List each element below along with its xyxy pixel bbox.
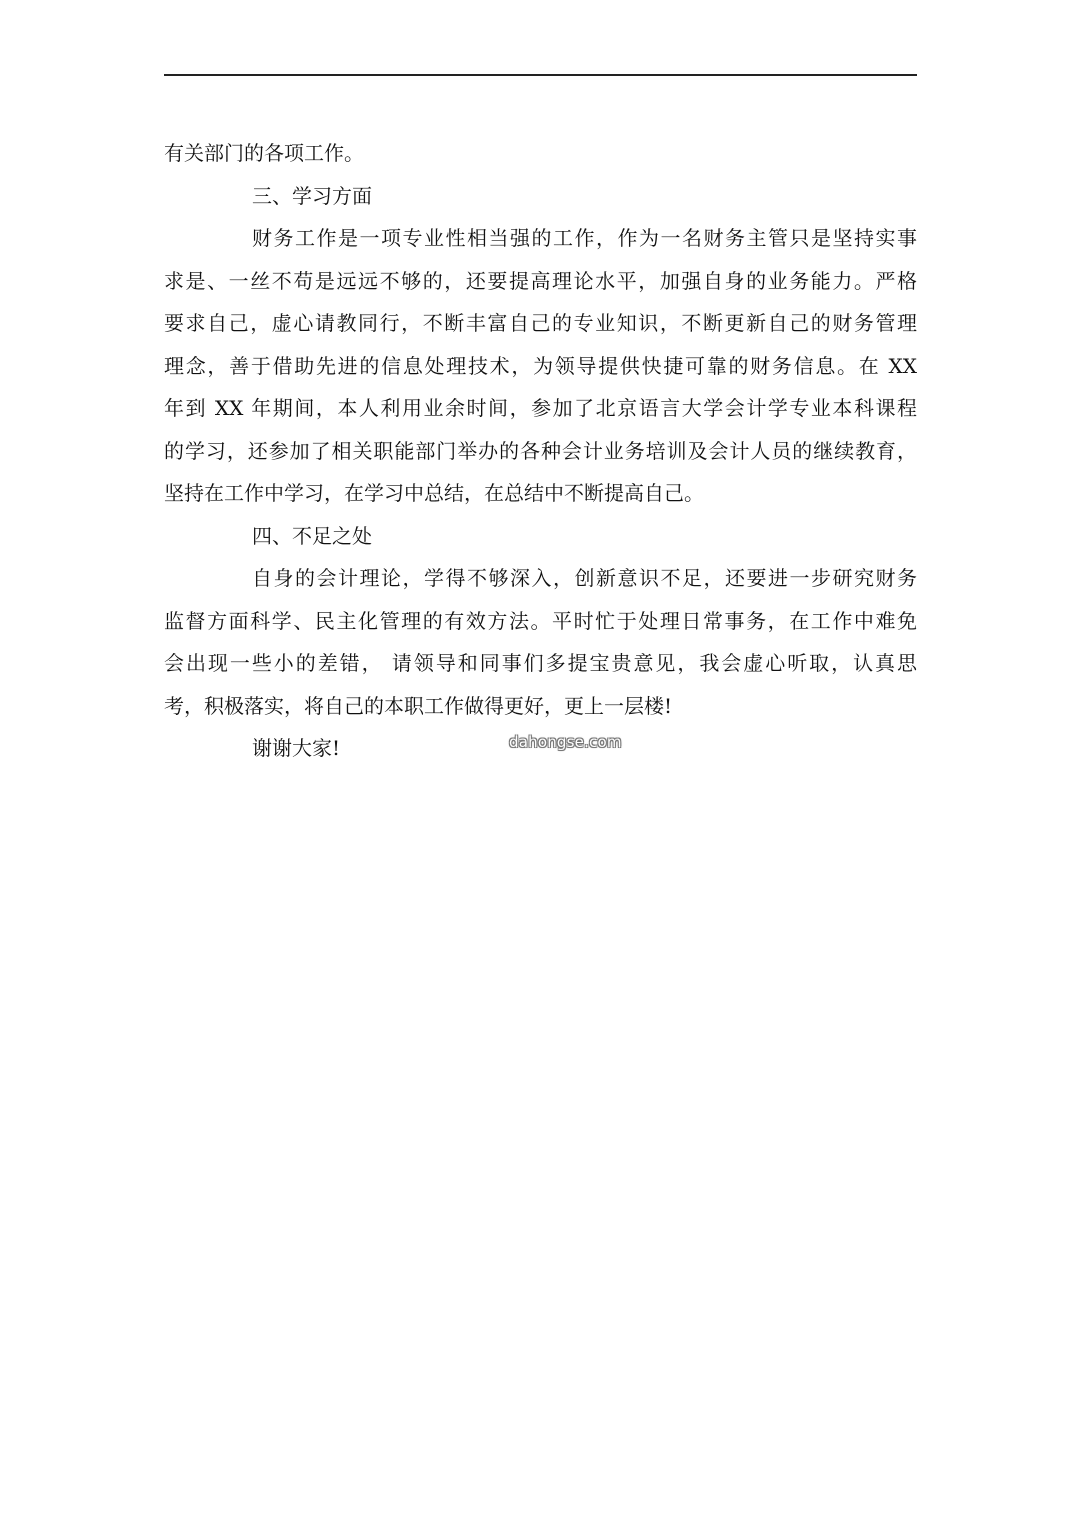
closing-thanks: 谢谢大家!	[252, 736, 341, 760]
text-line-3: 财务工作是一项专业性相当强的工作，作为一名财务主管只是坚持实事	[252, 226, 917, 250]
text-line-11: 自身的会计理论，学得不够深入，创新意识不足，还要进一步研究财务	[252, 566, 917, 590]
document-body	[164, 132, 917, 770]
watermark: dahongse.com	[509, 733, 622, 751]
text-line-7: 年到 XX 年期间，本人利用业余时间，参加了北京语言大学会计学专业本科课程	[164, 396, 917, 420]
text-line-8: 的学习，还参加了相关职能部门举办的各种会计业务培训及会计人员的继续教育，	[164, 438, 917, 463]
text-line-5: 要求自己，虚心请教同行，不断丰富自己的专业知识，不断更新自己的财务管理	[164, 311, 917, 335]
text-line-4: 求是、一丝不苟是远远不够的，还要提高理论水平，加强自身的业务能力。严格	[164, 268, 917, 293]
text-line-14: 考，积极落实，将自己的本职工作做得更好，更上一层楼!	[164, 693, 673, 718]
section-heading-shortcomings: 四、不足之处	[252, 523, 372, 548]
section-heading-study: 三、学习方面	[252, 183, 372, 208]
text-line-6: 理念，善于借助先进的信息处理技术，为领导提供快捷可靠的财务信息。在 XX	[164, 353, 917, 378]
text-line-1: 有关部门的各项工作。	[164, 141, 364, 165]
text-line-9: 坚持在工作中学习，在学习中总结，在总结中不断提高自己。	[164, 481, 704, 505]
text-line-13: 会出现一些小的差错， 请领导和同事们多提宝贵意见，我会虚心听取，认真思	[164, 651, 917, 675]
header-rule	[164, 74, 917, 76]
text-line-12: 监督方面科学、民主化管理的有效方法。平时忙于处理日常事务，在工作中难免	[164, 608, 917, 633]
